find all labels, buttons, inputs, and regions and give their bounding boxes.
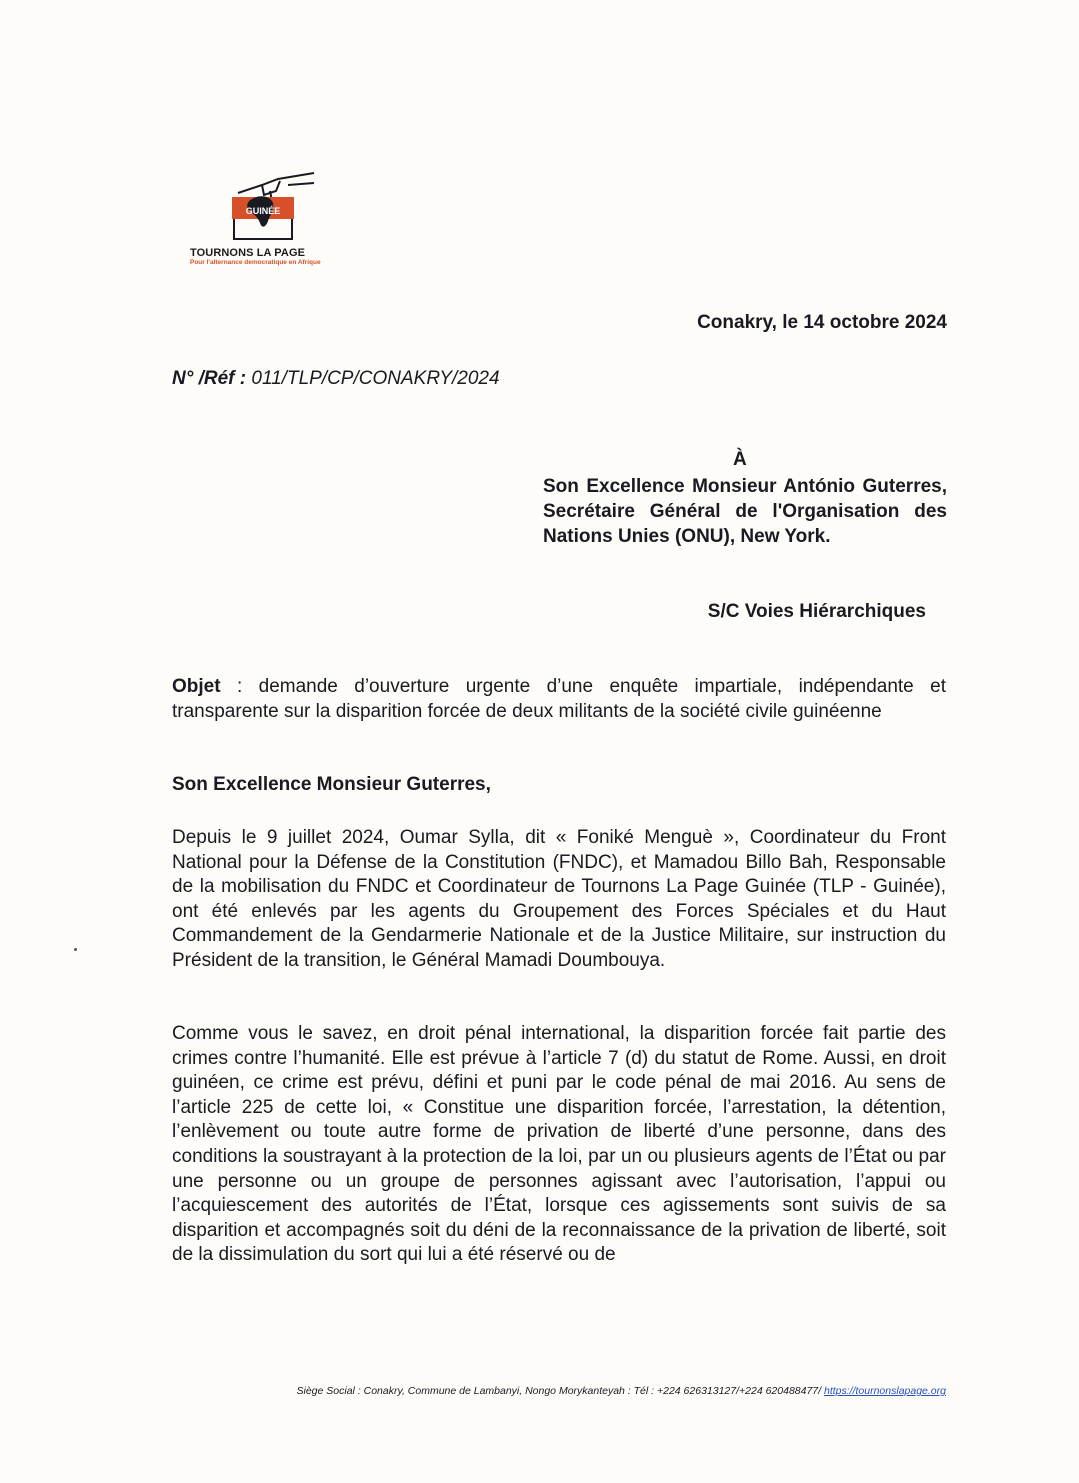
recipient-channel: S/C Voies Hiérarchiques [707, 601, 926, 622]
recipient-address: Son Excellence Monsieur António Guterres, Secrétaire Général de l'Organisation des Nations Unies (ONU), New York. [543, 476, 947, 547]
reference-line [172, 368, 500, 390]
subject-line [172, 675, 946, 724]
footer-address [172, 1385, 946, 1397]
salutation: Son Excellence Monsieur Guterres, [172, 774, 491, 795]
organization-name: TOURNONS LA PAGE [190, 247, 306, 259]
organization-tagline: Pour l'alternance democratique en Afrique [190, 259, 321, 266]
date-line: Conakry, le 14 octobre 2024 [697, 312, 947, 333]
ballot-box-hand-logo-icon [218, 165, 318, 245]
organization-logo [190, 165, 340, 267]
recipient-to: À [733, 449, 747, 470]
website-link[interactable]: https://tournonslapage.org [823, 1385, 946, 1397]
paper-speck [74, 948, 77, 951]
logo-badge-text: GUINÉE [245, 206, 281, 216]
subject-text: : demande d’ouverture urgente d’une enquête impartiale, indépendante et transparente sur la disparition forcée de deux militants de la société civile guinéenne [172, 676, 946, 722]
reference-value: 011/TLP/CP/CONAKRY/2024 [246, 368, 500, 389]
footer-text: Siège Social : Conakry, Commune de Lambanyi, Nongo Morykanteyah : Tél : +224 626313127/+224 620488477/ [296, 1385, 824, 1397]
reference-label: N° /Réf : [172, 368, 247, 389]
body-paragraph: Comme vous le savez, en droit pénal international, la disparition forcée fait partie des crimes contre l’humanité. Elle est prévue à l’article 7 (d) du statut de Rome. Aussi, en droit guinéen, ce crime est prévu, défini et puni par le code pénal de mai 2016. Au sens de l’article 225 de cette loi, « Constitue une disparition forcée, l’arrestation, la détention, l’enlèvement ou toute autre forme de privation de liberté d’une personne, dans des conditions la soustrayant à la protection de la loi, par un ou plusieurs agents de l’État ou par une personne ou un groupe de personnes agissant avec l’autorisation, l’appui ou l’acquiescement des autorités de l’État, lorsque ces agissements sont suivis de sa disparition et accompagnés soit du déni de la reconnaissance de la privation de liberté, soit de la dissimulation du sort qui lui a été réservé ou de [172, 1023, 946, 1266]
subject-label: Objet [172, 676, 221, 697]
body-paragraph: Depuis le 9 juillet 2024, Oumar Sylla, dit « Foniké Menguè », Coordinateur du Front National pour la Défense de la Constitution (FNDC), et Mamadou Billo Bah, Responsable de la mobilisation du FNDC et Coordinateur de Tournons La Page Guinée (TLP - Guinée), ont été enlevés par les agents du Groupement des Forces Spéciales et du Haut Commandement de la Gendarmerie Nationale et de la Justice Militaire, sur instruction du Président de la transition, le Général Mamadi Doumbouya. [172, 827, 946, 971]
